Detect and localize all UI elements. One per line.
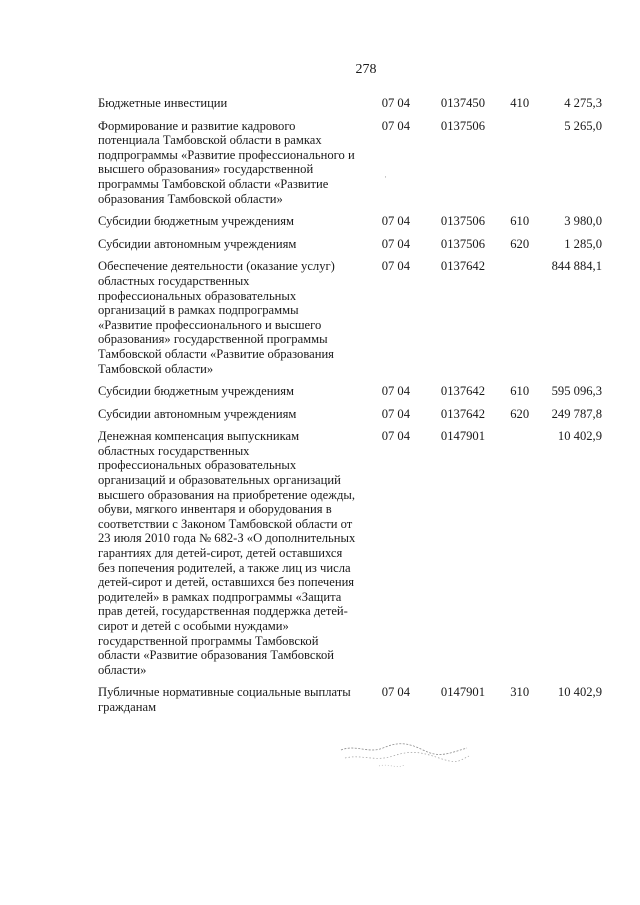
row-code: 0137506 <box>440 214 485 229</box>
row-name: Субсидии автономным учреждениям <box>98 406 297 421</box>
table-row <box>98 214 602 237</box>
row-name: Формирование и развитие кадрового потенциала Тамбовской области в рамках подпрограммы «Развитие профессионального и высшего образования» государственной программы Тамбовской области «Развитие образования Тамбовской области» <box>98 118 355 206</box>
row-type: 620 <box>510 406 530 421</box>
row-name: Субсидии бюджетным учреждениям <box>98 384 294 399</box>
table-row <box>98 429 602 685</box>
page-number: 278 <box>355 62 377 77</box>
row-amount: 10 402,9 <box>557 685 602 700</box>
table-row <box>98 119 602 215</box>
row-type: 410 <box>510 96 530 110</box>
row-name: Бюджетные инвестиции <box>98 96 228 110</box>
table-row <box>98 407 602 430</box>
row-amount: 3 980,0 <box>564 214 602 229</box>
row-type: 610 <box>510 384 530 399</box>
row-name: Субсидии автономным учреждениям <box>98 236 297 251</box>
row-code: 0137506 <box>440 118 485 133</box>
row-type: 620 <box>510 236 530 251</box>
row-section: 07 04 <box>381 406 411 421</box>
table-row <box>98 259 602 384</box>
row-section: 07 04 <box>381 259 411 274</box>
row-name: Публичные нормативные социальные выплаты гражданам <box>98 685 351 714</box>
row-type <box>508 259 551 384</box>
row-section: 07 04 <box>381 236 411 251</box>
row-amount: 595 096,3 <box>551 384 602 399</box>
table-row <box>98 384 602 407</box>
row-type <box>508 119 551 215</box>
row-section: 07 04 <box>381 429 411 444</box>
row-type: 310 <box>510 685 530 700</box>
budget-table <box>98 96 602 723</box>
row-section: 07 04 <box>381 214 411 229</box>
row-name: Денежная компенсация выпускникам областных государственных профессиональных образовательных организаций и образовательных организаций высшего образования на приобретение одежды, обуви, мягкого инвентаря и оборудования в соответствии с Законом Тамбовской области от 23 июля 2010 года № 682-З «О дополнительных гарантиях для детей-сирот, детей оставшихся без попечения родителей, а также лиц из числа детей-сирот и детей, оставшихся без попечения родителей» в рамках подпрограммы «Защита прав детей, государственная поддержка детей-сирот и детей с особыми нуждами» государственной программы Тамбовской области «Развитие образования Тамбовской области» <box>98 429 356 677</box>
row-amount: 4 275,3 <box>564 96 602 110</box>
row-code: 0147901 <box>440 429 485 444</box>
row-section: 07 04 <box>381 118 411 133</box>
row-code: 0137450 <box>440 96 485 110</box>
row-section: 07 04 <box>381 96 411 110</box>
row-amount: 10 402,9 <box>557 429 602 444</box>
row-code: 0137506 <box>440 236 485 251</box>
row-code: 0137642 <box>440 384 485 399</box>
signature-scribble <box>335 736 475 776</box>
row-section: 07 04 <box>381 384 411 399</box>
row-amount: 5 265,0 <box>564 118 602 133</box>
row-code: 0147901 <box>440 685 485 700</box>
scan-mark: · <box>384 172 387 182</box>
row-amount: 844 884,1 <box>551 259 602 274</box>
row-type: 610 <box>510 214 530 229</box>
row-section: 07 04 <box>381 685 411 700</box>
row-code: 0137642 <box>440 259 485 274</box>
row-amount: 1 285,0 <box>564 236 602 251</box>
table-row <box>98 96 602 119</box>
table-row <box>98 685 602 722</box>
row-amount: 249 787,8 <box>551 406 602 421</box>
table-row <box>98 237 602 260</box>
row-type <box>508 429 551 685</box>
row-name: Обеспечение деятельности (оказание услуг) областных государственных профессиональных образовательных организаций в рамках подпрограммы «Развитие профессионального и высшего образования» государственной программы Тамбовской области «Развитие образования Тамбовской области» <box>98 259 335 376</box>
row-code: 0137642 <box>440 406 485 421</box>
row-name: Субсидии бюджетным учреждениям <box>98 214 294 229</box>
